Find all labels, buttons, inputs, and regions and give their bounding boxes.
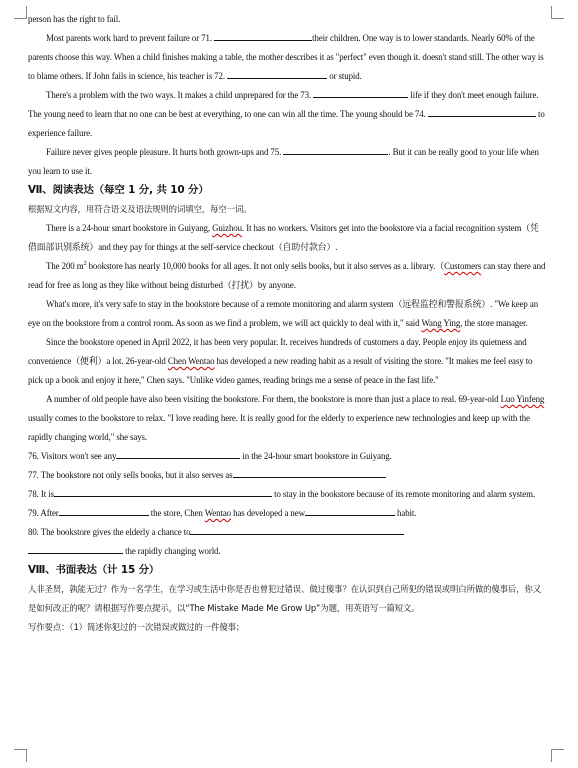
text-run: Failure never gives people pleasure. It hurts both grown-ups and 75. bbox=[46, 147, 284, 157]
question-text: 78. It is bbox=[28, 489, 54, 499]
text-run: bookstore has nearly 10,000 books for all ages. It not only sells books, but it also serves as a. library.（ bbox=[86, 261, 445, 271]
question-78 bbox=[28, 485, 546, 504]
question-77 bbox=[28, 466, 546, 485]
text-run: usually comes to the bookstore to relax. "I love reading here. It is really good for the elderly to experience new technologies and keep up with the rapidly changing world," she says. bbox=[28, 413, 530, 442]
passage-paragraph bbox=[28, 86, 546, 143]
answer-blank-71[interactable] bbox=[214, 30, 312, 41]
spellcheck-word: Guizhou bbox=[212, 223, 242, 233]
text-run: , the store manager. bbox=[460, 318, 528, 328]
text-run: life if they don't meet enough failure. The young need to learn that no one can be best at everything, to one can win all the time. The young should be 74. bbox=[28, 90, 539, 119]
question-text: . bbox=[384, 470, 387, 480]
answer-blank-77[interactable] bbox=[233, 467, 385, 478]
question-text: 80. The bookstore gives the elderly a chance to bbox=[28, 527, 191, 537]
spellcheck-word: Wang Ying bbox=[421, 318, 461, 328]
text-run: The 200 m bbox=[46, 261, 84, 271]
section-instruction: 根据短文内容，用符合语义及语法规则的词填空，每空一词。 bbox=[28, 204, 252, 214]
question-text: in the 24-hour smart bookstore in Guiyang. bbox=[240, 451, 392, 461]
spellcheck-word: Wentao bbox=[204, 508, 232, 518]
passage-paragraph bbox=[28, 29, 546, 86]
passage-paragraph bbox=[28, 143, 546, 181]
text-run: What's more, it's very safe to stay in the bookstore because of a remote monitoring and alarm system（远程监控和警报系统）. "We keep an eye on the bookstore from a control room. As soon as we find a problem, we will act quickly to deal with it," said bbox=[28, 299, 539, 328]
writing-points: 写作要点：（1）简述你犯过的一次错误或做过的一件傻事； bbox=[28, 622, 245, 632]
text-run: has developed a new reading habit as a result of visiting the store. "It makes me feel easy to pick up a book and enjoy it here," Chen says. "Unlike video games, reading brings me a sense of peace in the fast life." bbox=[28, 356, 533, 385]
answer-blank-79b[interactable] bbox=[305, 505, 395, 516]
answer-blank-74[interactable] bbox=[428, 106, 536, 117]
section-heading-8: Ⅷ、书面表达（计 15 分） bbox=[28, 564, 160, 576]
text-run: Most parents work hard to prevent failure or 71. bbox=[46, 33, 215, 43]
page-corner-mark bbox=[14, 6, 27, 19]
spellcheck-word: Luo Yinfeng bbox=[500, 394, 545, 404]
question-text: 79. After bbox=[28, 508, 59, 518]
section-heading-7: Ⅶ、阅读表达（每空 1 分, 共 10 分） bbox=[28, 184, 209, 196]
page-corner-mark bbox=[551, 749, 564, 762]
text-run: There's a problem with the two ways. It makes a child unprepared for the 73. bbox=[46, 90, 314, 100]
question-text: to stay in the bookstore because of its remote monitoring and alarm system. bbox=[271, 489, 536, 499]
answer-blank-79a[interactable] bbox=[59, 505, 149, 516]
spellcheck-word: Customers bbox=[444, 261, 482, 271]
text-run: or stupid. bbox=[327, 71, 362, 81]
answer-blank-80b[interactable] bbox=[28, 543, 123, 554]
answer-blank-78a[interactable] bbox=[54, 486, 154, 497]
answer-blank-72[interactable] bbox=[227, 68, 327, 79]
answer-blank-80a[interactable] bbox=[190, 524, 404, 535]
question-76 bbox=[28, 447, 546, 466]
question-text: the rapidly changing world. bbox=[123, 546, 221, 556]
answer-blank-78b[interactable] bbox=[154, 486, 272, 497]
text-run: There is a 24-hour smart bookstore in Guiyang, bbox=[46, 223, 213, 233]
superscript: 2 bbox=[83, 261, 87, 268]
text-run: . But it can be really good to your life when you learn to use it. bbox=[28, 147, 539, 176]
page-corner-mark bbox=[14, 749, 27, 762]
text-run: Since the bookstore opened in April 2022, it has been very popular. It. receives hundreds of customers a day. People enjoy its quietness and convenience（便利）a lot. 26-year-old bbox=[28, 337, 527, 366]
question-text: the store, Chen bbox=[148, 508, 205, 518]
question-text: habit. bbox=[394, 508, 417, 518]
reading-paragraph bbox=[28, 333, 546, 390]
spellcheck-word: Chen Wentao bbox=[167, 356, 215, 366]
answer-blank-73[interactable] bbox=[313, 87, 408, 98]
answer-blank-76[interactable] bbox=[116, 448, 240, 459]
reading-paragraph bbox=[28, 295, 546, 333]
reading-paragraph bbox=[28, 219, 546, 257]
page-corner-mark bbox=[551, 6, 564, 19]
question-text: 77. The bookstore not only sells books, but it also serves as bbox=[28, 470, 233, 480]
question-79 bbox=[28, 504, 546, 523]
question-80 bbox=[28, 523, 546, 561]
text-run: can stay there and read for free as long as they like without being disturbed（打扰）by anyone. bbox=[28, 261, 546, 290]
document-body bbox=[28, 10, 546, 637]
writing-prompt: 人非圣贤，孰能无过？作为一名学生，在学习或生活中你是否也曾犯过错误、做过傻事？在认识到自己所犯的错误或明白所做的傻事后，你又是如何改正的呢？请根据写作要点提示，以“The Mistake Made Me Grow Up”为题，用英语写一篇短文。 bbox=[28, 584, 542, 613]
question-text: 76. Visitors won't see any bbox=[28, 451, 117, 461]
reading-paragraph bbox=[28, 257, 546, 295]
text-run: to experience failure. bbox=[28, 109, 545, 138]
question-text: has developed a new bbox=[231, 508, 305, 518]
text-run: A number of old people have also been visiting the bookstore. For them, the bookstore is more than just a place to real. 69-year-old bbox=[46, 394, 501, 404]
text-run: their children. One way is to lower standards. Nearly 60% of the parents choose this way. When a child finishes making a table, the mother describes it as "perfect" even though it. doesn't stand still. The other way is to blame others. If John fails in science, his teacher is 72. bbox=[28, 33, 544, 81]
answer-blank-75[interactable] bbox=[283, 144, 388, 155]
text-run: . It has no workers. Visitors get into the bookstore via a facial recognition system（凭借面部识别系统）and they pay for things at the self-service checkout（自助付款台）. bbox=[28, 223, 539, 252]
text-line: person has the right to fail. bbox=[28, 14, 121, 24]
reading-paragraph bbox=[28, 390, 546, 447]
